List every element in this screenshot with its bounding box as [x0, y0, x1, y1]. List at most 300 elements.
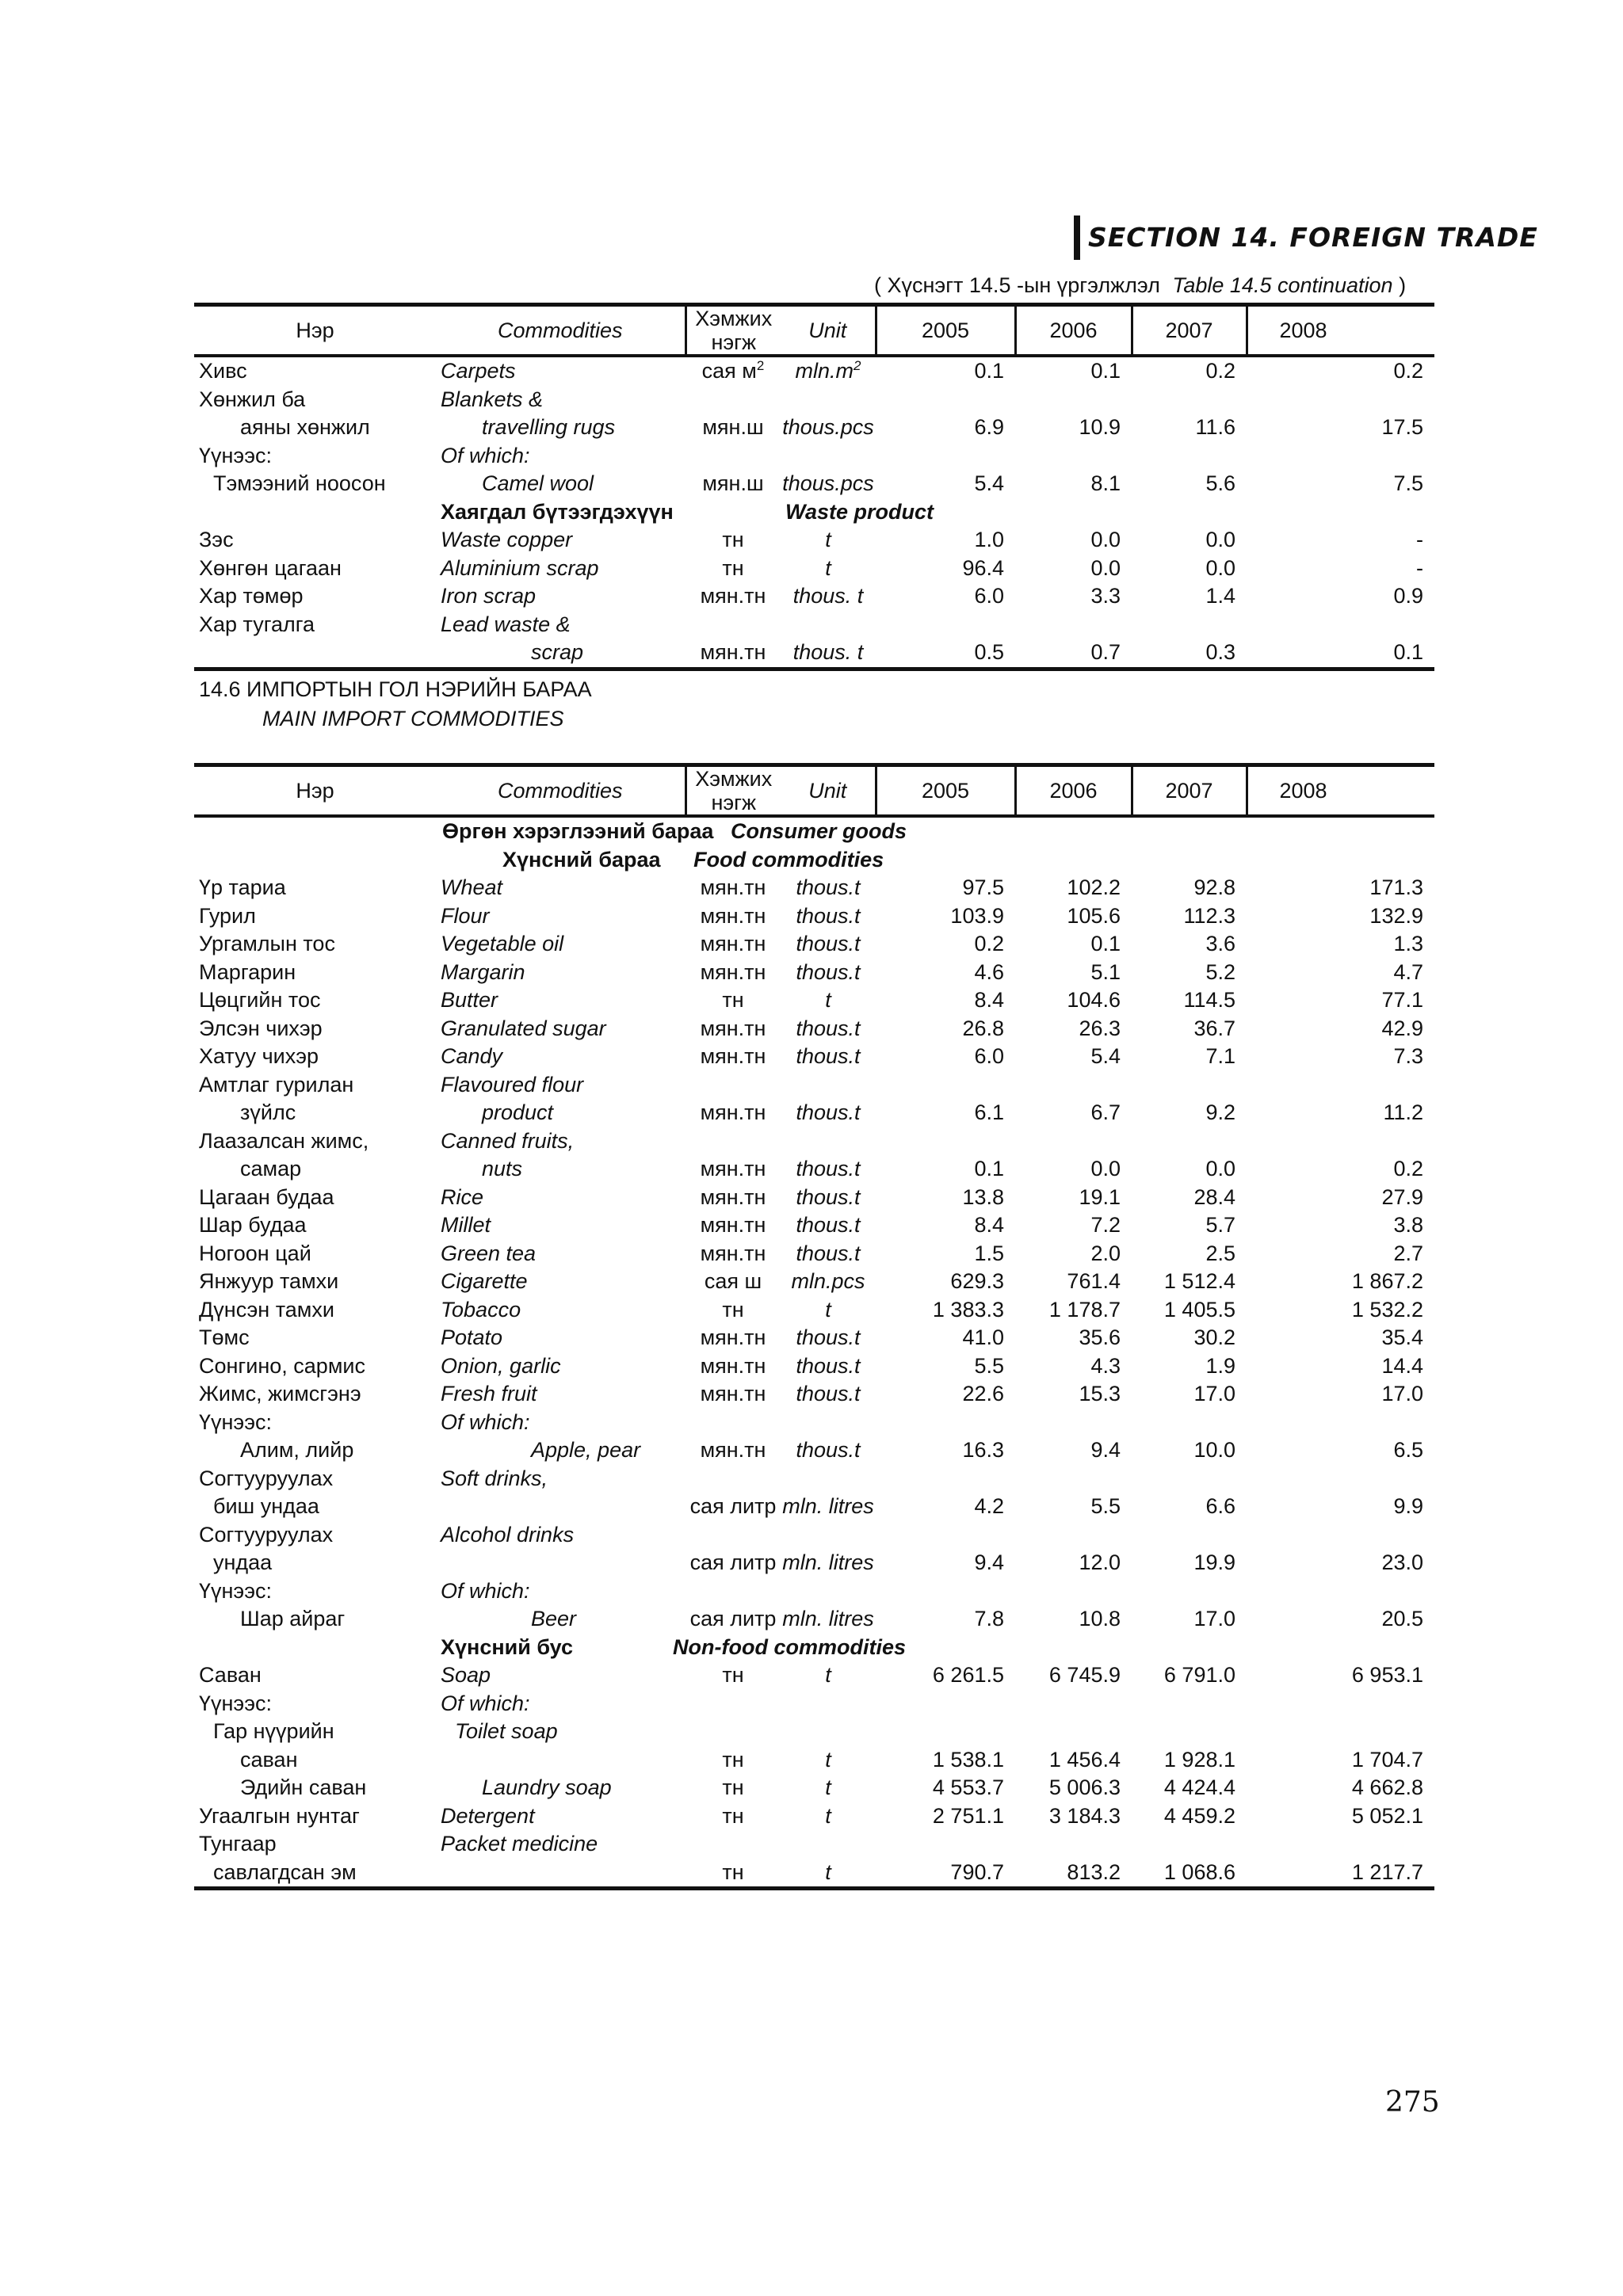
row-name-mn: Угаалгын нунтаг [199, 1803, 360, 1828]
cell-2006: 5.5 [1090, 1494, 1121, 1519]
row-name-en: Waste copper [441, 528, 573, 552]
row-name-en: Packet medicine [441, 1832, 598, 1856]
row-unit-en: thous.pcs [782, 471, 874, 496]
row-name-en: Apple, pear [531, 1438, 641, 1463]
header-year-2006: 2006 [1015, 765, 1132, 817]
row-name-mn: ундаа [213, 1550, 273, 1575]
cell-2005: 6 261.5 [932, 1663, 1004, 1688]
cell-2007: 6 791.0 [1163, 1663, 1235, 1688]
row-name-en: Of which: [441, 1691, 530, 1715]
empty-cell [1132, 1409, 1247, 1437]
row-name-en: Green tea [441, 1241, 537, 1265]
cell-2005: 4.2 [974, 1494, 1004, 1519]
table-row [194, 414, 1434, 442]
row-name-mn: Жимс, жимсгэнэ [199, 1382, 361, 1406]
empty-cell [781, 1409, 876, 1437]
row-name-en: travelling rugs [482, 415, 616, 440]
table-row [194, 555, 1434, 583]
cell-2008: 1 532.2 [1351, 1297, 1423, 1322]
empty-cell [685, 1521, 781, 1550]
row-unit-en: thous.t [796, 903, 861, 928]
row-name-en: Granulated sugar [441, 1016, 606, 1040]
cell-2006: 10.9 [1079, 415, 1121, 440]
cell-2008: 171.3 [1369, 875, 1423, 900]
cell-2008: 9.9 [1393, 1494, 1423, 1519]
cell-2007: 1 928.1 [1163, 1747, 1235, 1772]
row-name-mn: Саван [199, 1663, 262, 1688]
cell-2006: 8.1 [1090, 471, 1121, 496]
cell-2008: 2.7 [1393, 1241, 1423, 1265]
row-unit-en: thous.t [796, 1157, 861, 1181]
empty-cell [781, 1521, 876, 1550]
row-unit-en: thous.t [796, 1213, 861, 1238]
row-name-en: Detergent [441, 1803, 535, 1828]
cell-2006: 5.1 [1090, 959, 1121, 984]
row-name-en: Beer [531, 1607, 577, 1631]
row-unit-en: t [825, 988, 831, 1013]
cell-2007: 7.1 [1205, 1044, 1235, 1069]
row-unit-mn: тн [722, 988, 744, 1013]
cell-2008: 1 704.7 [1351, 1747, 1423, 1772]
cell-2008: 4 662.8 [1351, 1775, 1423, 1800]
row-unit-en: thous.t [796, 959, 861, 984]
cell-2005: 5.5 [974, 1353, 1004, 1378]
empty-cell [1132, 1071, 1247, 1100]
continuation-caption [874, 273, 1406, 298]
cell-2006: 5.4 [1090, 1044, 1121, 1069]
cell-2006: 10.8 [1079, 1607, 1121, 1631]
cell-2006: 1 456.4 [1048, 1747, 1121, 1772]
row-name-mn: Янжуур тамхи [199, 1269, 339, 1294]
row-unit-en: t [825, 1747, 831, 1772]
empty-cell [685, 1465, 781, 1493]
row-unit-mn: мян.тн [700, 959, 766, 984]
row-name-mn: Тэмээний ноосон [213, 471, 386, 496]
row-name-mn: Төмс [199, 1325, 250, 1350]
row-name-en: Of which: [441, 443, 530, 467]
cell-2005: 26.8 [962, 1016, 1004, 1040]
row-name-mn: савлагдсан эм [194, 1859, 436, 1889]
row-name-mn: Лаазалсан жимс, [199, 1128, 369, 1153]
row-unit-mn: мян.тн [700, 903, 766, 928]
table-row [194, 611, 1434, 639]
row-unit-mn: мян.тн [700, 875, 766, 900]
table-row [194, 526, 1434, 555]
row-name-mn: Хар төмөр [199, 584, 304, 608]
empty-cell [1015, 1465, 1132, 1493]
table-row [194, 1605, 1434, 1634]
row-name-en: Onion, garlic [441, 1353, 561, 1378]
cell-2005: 629.3 [950, 1269, 1004, 1294]
table-row [194, 1324, 1434, 1352]
cell-2007: 0.0 [1205, 555, 1235, 580]
row-name-en: Butter [441, 988, 498, 1013]
cell-2005: 4.6 [974, 959, 1004, 984]
cell-2008: 5 052.1 [1351, 1803, 1423, 1828]
row-name-en: Blankets & [441, 387, 544, 411]
header-year-2005: 2005 [876, 305, 1015, 357]
empty-cell [1247, 1634, 1434, 1662]
table-row [194, 1690, 1434, 1718]
row-name-en: Flour [441, 903, 490, 928]
row-unit-mn: мян.тн [700, 1382, 766, 1406]
row-unit-en: thous.t [796, 1044, 861, 1069]
header-unit-en: Unit [781, 305, 876, 357]
row-name-en: Cigarette [441, 1269, 528, 1294]
empty-cell [876, 1718, 1015, 1746]
cell-2006: 813.2 [1015, 1859, 1132, 1889]
row-unit-mn: сая литр [689, 1550, 777, 1575]
cell-2007: 112.3 [1183, 903, 1235, 928]
table-subheading-row [194, 846, 1434, 875]
subheading-en: Consumer goods [730, 819, 907, 844]
cell-2008: 35.4 [1381, 1325, 1423, 1350]
header-year-2008: 2008 [1247, 305, 1434, 357]
cell-2006: 104.6 [1067, 988, 1121, 1013]
cell-2006: 26.3 [1079, 1016, 1121, 1040]
continuation-close: ) [1399, 273, 1407, 297]
row-name-mn: Шар будаа [199, 1213, 307, 1238]
cell-2007: 19.9 [1193, 1550, 1235, 1575]
cell-2005: 0.5 [876, 639, 1015, 669]
row-name-mn: Гурил [199, 903, 256, 928]
section-header [1074, 215, 1538, 260]
row-unit-en: thous.pcs [782, 415, 874, 440]
import-table [194, 763, 1434, 1890]
row-name-en: nuts [482, 1157, 523, 1181]
row-name-mn: Тунгаар [199, 1832, 277, 1856]
subheading-nonfood [436, 1634, 1015, 1662]
row-name-en: Carpets [441, 359, 516, 383]
row-unit-en: mln. litres [782, 1607, 874, 1631]
cell-2006: 761.4 [1067, 1269, 1121, 1294]
table-row [194, 1465, 1434, 1493]
row-name-mn: Гар нүүрийн [213, 1719, 334, 1744]
cell-2007: 0.2 [1205, 359, 1235, 383]
row-name-en: Soft drinks, [441, 1466, 548, 1490]
row-name-mn: Сонгино, сармис [199, 1353, 365, 1378]
row-unit-en: t [825, 1775, 831, 1800]
cell-2005: 6.9 [974, 415, 1004, 440]
table-row [194, 442, 1434, 471]
table-row [194, 1015, 1434, 1043]
row-unit-en: t [825, 528, 831, 552]
empty-cell [876, 1071, 1015, 1100]
row-name-mn: Үүнээс: [199, 443, 272, 467]
import-title-en: MAIN IMPORT COMMODITIES [262, 707, 564, 730]
row-name-en: Camel wool [482, 471, 594, 496]
empty-cell [781, 1718, 876, 1746]
table-row [194, 1577, 1434, 1606]
cell-2005: 9.4 [974, 1550, 1004, 1575]
row-unit-mn: тн [722, 1747, 744, 1772]
row-unit-mn: мян.тн [700, 584, 766, 608]
subheading-food [436, 846, 1015, 875]
cell-2008: 42.9 [1381, 1016, 1423, 1040]
table-row [194, 1127, 1434, 1156]
section-title: SECTION 14. FOREIGN TRADE [1088, 222, 1538, 253]
row-name-en: Wheat [441, 875, 503, 900]
cell-2005: 4 553.7 [932, 1775, 1004, 1800]
cell-2006: 9.4 [1090, 1438, 1121, 1463]
cell-2006: 3 184.3 [1048, 1803, 1121, 1828]
cell-2007: 17.0 [1193, 1382, 1235, 1406]
cell-2007: 3.6 [1205, 932, 1235, 956]
empty-cell [685, 1718, 781, 1746]
table-row [194, 1718, 1434, 1746]
cell-2005: 1.5 [974, 1241, 1004, 1265]
cell-2006: 0.0 [1090, 528, 1121, 552]
cell-2008: 6 953.1 [1351, 1663, 1423, 1688]
cell-2007: 5.7 [1205, 1213, 1235, 1238]
empty-cell [781, 1127, 876, 1156]
cell-2006: 7.2 [1090, 1213, 1121, 1238]
table-row [194, 1493, 1434, 1521]
row-name-mn: Хөнжил ба [199, 387, 306, 411]
row-name-en: Iron scrap [441, 584, 537, 608]
row-unit-mn: мян.тн [700, 1241, 766, 1265]
empty-cell [781, 1690, 876, 1718]
table-subheading-row [194, 498, 1434, 527]
empty-cell [781, 1830, 876, 1859]
cell-2008: 23.0 [1381, 1550, 1423, 1575]
cell-2007: 11.6 [1195, 415, 1235, 440]
table-row [194, 930, 1434, 959]
table-row [194, 959, 1434, 987]
subheading-consumer [436, 816, 1015, 846]
cell-2007: 36.7 [1193, 1016, 1235, 1040]
subheading-mn: Хүнсний бараа [502, 847, 661, 871]
row-name-en [436, 1493, 685, 1521]
cell-2006: 1 178.7 [1048, 1297, 1121, 1322]
empty-cell [1247, 1127, 1434, 1156]
row-name-en: Millet [441, 1213, 491, 1238]
cell-2005: 97.5 [962, 875, 1004, 900]
cell-2006: 2.0 [1090, 1241, 1121, 1265]
header-unit-en: Unit [781, 765, 876, 817]
row-unit-mn: тн [722, 1297, 744, 1322]
cell-2005: 0.1 [974, 1157, 1004, 1181]
row-name-mn: Хивс [199, 359, 247, 383]
row-name-mn: саван [240, 1747, 298, 1772]
cell-2005: 6.1 [974, 1100, 1004, 1125]
continuation-mn: ( Хүснэгт 14.5 -ын үргэлжлэл [874, 273, 1160, 297]
export-table [194, 303, 1434, 671]
row-name-en: Canned fruits, [441, 1128, 575, 1153]
cell-2006: 102.2 [1067, 875, 1121, 900]
empty-cell [194, 1634, 436, 1662]
empty-cell [1132, 1830, 1247, 1859]
empty-cell [1015, 1521, 1132, 1550]
row-name-en [436, 1746, 685, 1775]
row-unit-mn: мян.тн [700, 932, 766, 956]
cell-2005: 2 751.1 [932, 1803, 1004, 1828]
header-year-2007: 2007 [1132, 765, 1247, 817]
cell-2007: 2.5 [1205, 1241, 1235, 1265]
cell-2008: 7.5 [1393, 471, 1423, 496]
row-unit-mn: мян.ш [702, 415, 764, 440]
row-unit-en: t [825, 1663, 831, 1688]
row-name-en: Aluminium scrap [441, 555, 599, 580]
row-unit-mn: тн [722, 1775, 744, 1800]
cell-2007: 6.6 [1205, 1494, 1235, 1519]
row-unit-mn: мян.ш [702, 471, 764, 496]
cell-2008: - [1416, 528, 1423, 552]
cell-2008: 17.0 [1381, 1382, 1423, 1406]
empty-cell [876, 1690, 1015, 1718]
row-name-en: Of which: [441, 1409, 530, 1434]
subheading-mn: Өргөн хэрэглээний бараа [442, 819, 714, 844]
cell-2006: 0.1 [1090, 359, 1121, 383]
empty-cell [685, 1071, 781, 1100]
row-name-mn: Амтлаг гурилан [199, 1072, 354, 1097]
row-unit-en: thous.t [796, 1100, 861, 1125]
empty-cell [1132, 1521, 1247, 1550]
table-row [194, 1436, 1434, 1465]
cell-2007: 10.0 [1193, 1438, 1235, 1463]
row-name-mn: Зэс [199, 528, 234, 552]
table-row [194, 1380, 1434, 1409]
cell-2007: 0.0 [1205, 1157, 1235, 1181]
row-unit-en: $mln.m^2$ [795, 358, 861, 383]
row-name-en: product [482, 1100, 554, 1125]
row-name-en: Fresh fruit [441, 1382, 537, 1406]
table-header-row [194, 305, 1434, 357]
cell-2008: 27.9 [1381, 1184, 1423, 1209]
header-unit-mn: Хэмжих нэгж [685, 765, 781, 817]
cell-2005: 22.6 [962, 1382, 1004, 1406]
header-unit-mn: Хэмжих нэгж [685, 305, 781, 357]
subheading-mn: Хаягдал бүтээгдэхүүн [441, 499, 674, 524]
table-row [194, 902, 1434, 931]
empty-cell [781, 1577, 876, 1606]
cell-2008: 1 217.7 [1247, 1859, 1434, 1889]
row-unit-mn: сая $м^2$ [701, 358, 765, 383]
cell-2007: 5.2 [1205, 959, 1235, 984]
row-name-mn: Элсэн чихэр [199, 1016, 323, 1040]
header-year-2007: 2007 [1132, 305, 1247, 357]
row-name-en: Soap [441, 1663, 491, 1688]
cell-2006: 0.0 [1090, 555, 1121, 580]
header-year-2005: 2005 [876, 765, 1015, 817]
cell-2007: 17.0 [1193, 1607, 1235, 1631]
empty-cell [685, 1127, 781, 1156]
empty-cell [781, 1465, 876, 1493]
empty-cell [1247, 1409, 1434, 1437]
import-title-mn: 14.6 ИМПОРТЫН ГОЛ НЭРИЙН БАРАА [199, 677, 592, 701]
row-name-en: Candy [441, 1044, 503, 1069]
row-name-en: Flavoured flour [441, 1072, 584, 1097]
cell-2006: 4.3 [1090, 1353, 1121, 1378]
cell-2005: 7.8 [974, 1607, 1004, 1631]
cell-2007: 0.0 [1205, 528, 1235, 552]
table-subheading-row [194, 1634, 1434, 1662]
table-row [194, 1661, 1434, 1690]
empty-cell [1132, 1577, 1247, 1606]
row-name-mn: самар [240, 1157, 302, 1181]
cell-2005: 16.3 [962, 1438, 1004, 1463]
row-name-mn: Цагаан будаа [199, 1184, 334, 1209]
row-unit-mn: сая литр [689, 1494, 777, 1519]
cell-2007: 1.9 [1205, 1353, 1235, 1378]
row-name-mn: Дүнсэн тамхи [199, 1297, 334, 1322]
cell-2007: 1.4 [1205, 584, 1235, 608]
table-row [194, 470, 1434, 498]
row-name-en: Lead waste & [441, 612, 571, 636]
row-name-mn: Хатуу чихэр [199, 1044, 319, 1069]
table-row [194, 1240, 1434, 1268]
row-name-mn: аяны хөнжил [240, 415, 370, 440]
table-row [194, 639, 1434, 669]
table-row [194, 1774, 1434, 1802]
row-unit-en: mln.pcs [791, 1269, 865, 1294]
cell-2005: 13.8 [962, 1184, 1004, 1209]
row-name-mn: Хар тугалга [199, 612, 315, 636]
cell-2007: 30.2 [1193, 1325, 1235, 1350]
row-unit-mn: тн [722, 528, 744, 552]
cell-2005: 96.4 [962, 555, 1004, 580]
cell-2007: 92.8 [1193, 875, 1235, 900]
row-unit-mn: мян.тн [700, 1325, 766, 1350]
empty-cell [685, 1690, 781, 1718]
row-name-en: Of which: [441, 1578, 530, 1603]
subheading-en: Food commodities [693, 847, 884, 871]
cell-2008: 0.9 [1393, 584, 1423, 608]
empty-cell [1247, 1521, 1434, 1550]
cell-2005: 103.9 [950, 903, 1004, 928]
empty-cell [1247, 1071, 1434, 1100]
table-row [194, 874, 1434, 902]
row-unit-mn: мян.тн [700, 1044, 766, 1069]
table-row [194, 1549, 1434, 1577]
table-row [194, 1859, 1434, 1889]
empty-cell [781, 1071, 876, 1100]
cell-2006: 35.6 [1079, 1325, 1121, 1350]
row-unit-mn: тн [685, 1859, 781, 1889]
cell-2008: 0.2 [1393, 1157, 1423, 1181]
cell-2006: 0.0 [1090, 1157, 1121, 1181]
row-name-mn: Согтууруулах [199, 1522, 334, 1547]
row-unit-mn: мян.тн [700, 1438, 766, 1463]
row-unit-en: thous.t [796, 1382, 861, 1406]
empty-cell [1132, 1634, 1247, 1662]
empty-cell [1015, 1127, 1132, 1156]
empty-cell [1247, 1690, 1434, 1718]
row-name-mn: Үр тариа [199, 875, 286, 900]
row-name-en: Potato [441, 1325, 503, 1350]
cell-2005: 0.1 [974, 359, 1004, 383]
cell-2008: - [1416, 555, 1423, 580]
row-unit-en: thous.t [796, 1325, 861, 1350]
header-name-mn: Нэр [194, 305, 436, 357]
row-unit-en: thous. t [781, 639, 876, 669]
empty-cell [1015, 1577, 1132, 1606]
cell-2006: 5 006.3 [1048, 1775, 1121, 1800]
cell-2006: 12.0 [1079, 1550, 1121, 1575]
cell-2006: 6.7 [1090, 1100, 1121, 1125]
cell-2005: 8.4 [974, 988, 1004, 1013]
cell-2006: 6 745.9 [1048, 1663, 1121, 1688]
row-unit-mn: мян.тн [700, 1213, 766, 1238]
cell-2005: 1.0 [974, 528, 1004, 552]
empty-cell [1247, 1718, 1434, 1746]
row-unit-mn: сая ш [704, 1269, 762, 1294]
empty-cell [876, 1127, 1015, 1156]
table-row [194, 1296, 1434, 1325]
row-name-en: scrap [436, 639, 685, 669]
cell-2006: 19.1 [1079, 1184, 1121, 1209]
table-row [194, 1268, 1434, 1296]
